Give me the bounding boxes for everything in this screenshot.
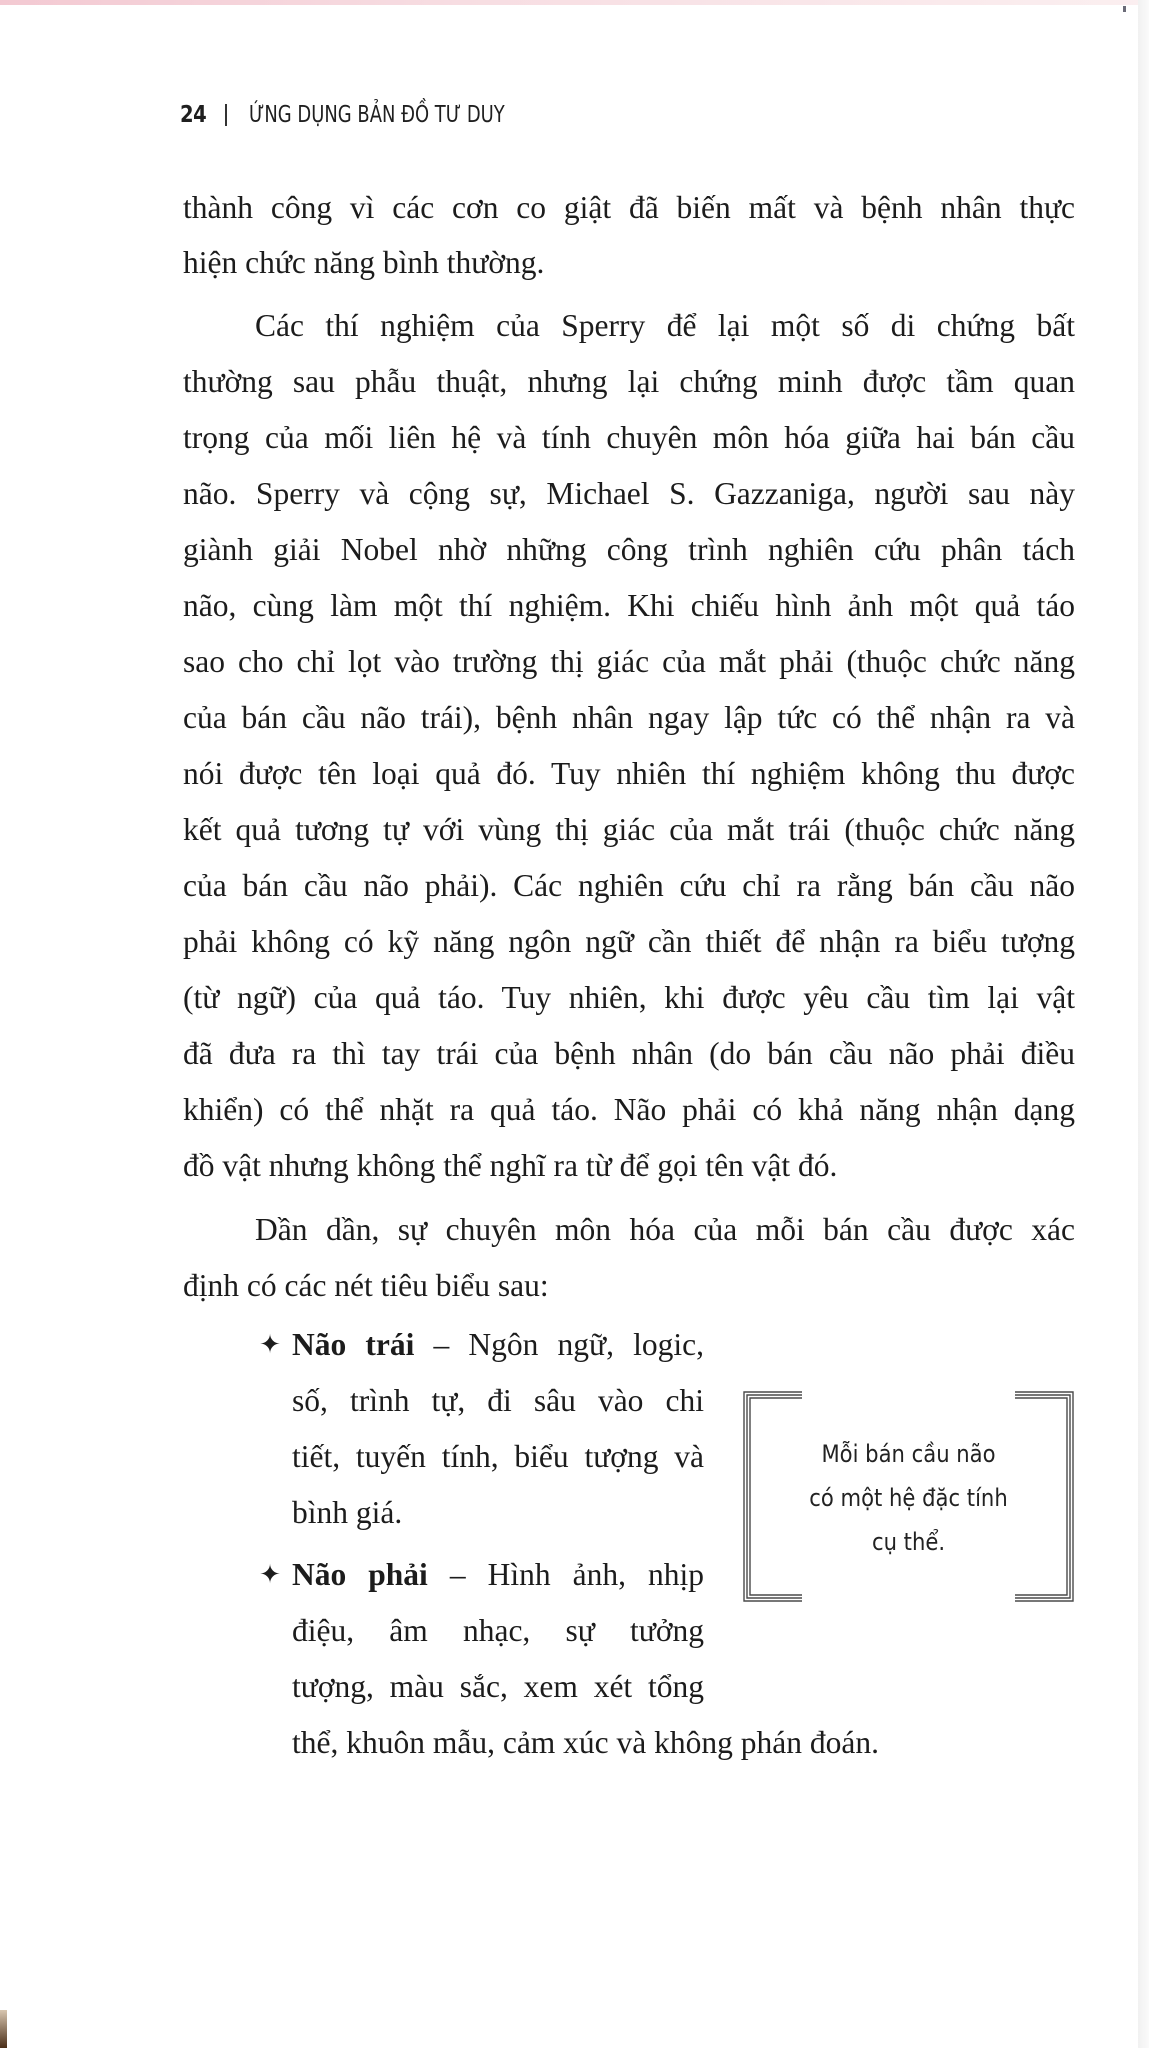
scan-corner-shadow — [0, 2010, 7, 2048]
body-line: phải không có kỹ năng ngôn ngữ cần thiết để nhận ra biểu tượng — [183, 924, 1075, 959]
bullet-star-icon: ✦ — [259, 1560, 281, 1589]
bullet-line: tượng, màu sắc, xem xét tổng — [292, 1669, 704, 1704]
bullet-star-icon: ✦ — [259, 1330, 281, 1359]
bullet-text: Hình ảnh, nhịp — [487, 1557, 705, 1592]
page-top-edge — [0, 0, 1149, 5]
right-bracket-icon — [1015, 1390, 1075, 1603]
body-line: của bán cầu não trái), bệnh nhân ngay lập tức có thể nhận ra và — [183, 700, 1075, 735]
pull-quote — [742, 1390, 1075, 1603]
body-line: (từ ngữ) của quả táo. Tuy nhiên, khi được yêu cầu tìm lại vật — [183, 980, 1075, 1015]
body-line: Dần dần, sự chuyên môn hóa của mỗi bán cầu được xác — [255, 1212, 1075, 1247]
bullet-term: Não phải — [292, 1557, 428, 1592]
bullet-line: bình giá. — [292, 1495, 403, 1530]
body-line: đã đưa ra thì tay trái của bệnh nhân (do bán cầu não phải điều — [183, 1036, 1075, 1071]
body-line: não. Sperry và cộng sự, Michael S. Gazzaniga, người sau này — [183, 476, 1075, 511]
body-line: hiện chức năng bình thường. — [183, 245, 545, 280]
body-line: định có các nét tiêu biểu sau: — [183, 1268, 549, 1303]
pull-quote-line: cụ thể. — [871, 1528, 946, 1556]
bullet-text: Ngôn ngữ, logic, — [468, 1327, 704, 1362]
pull-quote-line: Mỗi bán cầu não — [821, 1440, 996, 1468]
body-line: nói được tên loại quả đó. Tuy nhiên thí nghiệm không thu được — [183, 756, 1075, 791]
body-line: Các thí nghiệm của Sperry để lại một số di chứng bất — [255, 308, 1075, 343]
bullet-left-brain-first-line — [292, 1325, 704, 1365]
bullet-dash: – — [427, 1557, 488, 1592]
header-divider — [225, 104, 227, 126]
bullet-line: số, trình tự, đi sâu vào chi — [292, 1383, 704, 1418]
body-line: sao cho chỉ lọt vào trường thị giác của mắt phải (thuộc chức năng — [183, 644, 1075, 679]
body-line: não, cùng làm một thí nghiệm. Khi chiếu hình ảnh một quả táo — [183, 588, 1075, 623]
body-line: kết quả tương tự với vùng thị giác của mắt trái (thuộc chức năng — [183, 812, 1075, 847]
bullet-line: điệu, âm nhạc, sự tưởng — [292, 1613, 704, 1648]
running-head — [180, 100, 577, 130]
body-line: giành giải Nobel nhờ những công trình nghiên cứu phân tách — [183, 532, 1075, 567]
pull-quote-line: có một hệ đặc tính — [809, 1484, 1008, 1512]
body-line: trọng của mối liên hệ và tính chuyên môn hóa giữa hai bán cầu — [183, 420, 1075, 455]
body-line: thành công vì các cơn co giật đã biến mất và bệnh nhân thực — [183, 190, 1075, 225]
page-number: 24 — [180, 102, 207, 128]
body-line: khiển) có thể nhặt ra quả táo. Não phải có khả năng nhận dạng — [183, 1092, 1075, 1127]
body-line: đồ vật nhưng không thể nghĩ ra từ để gọi tên vật đó. — [183, 1148, 838, 1183]
bullet-line: thể, khuôn mẫu, cảm xúc và không phán đoán. — [292, 1725, 879, 1760]
running-title: ỨNG DỤNG BẢN ĐỒ TƯ DUY — [249, 102, 505, 128]
bullet-term: Não trái — [292, 1327, 415, 1362]
bullet-line: tiết, tuyến tính, biểu tượng và — [292, 1439, 704, 1474]
scan-mark — [1123, 6, 1126, 12]
page-right-edge — [1138, 0, 1149, 2048]
bullet-right-brain-first-line — [292, 1555, 704, 1595]
body-line: của bán cầu não phải). Các nghiên cứu chỉ ra rằng bán cầu não — [183, 868, 1075, 903]
body-line: thường sau phẫu thuật, nhưng lại chứng minh được tầm quan — [183, 364, 1075, 399]
bullet-dash: – — [414, 1327, 469, 1362]
pull-quote-text — [782, 1432, 1035, 1564]
